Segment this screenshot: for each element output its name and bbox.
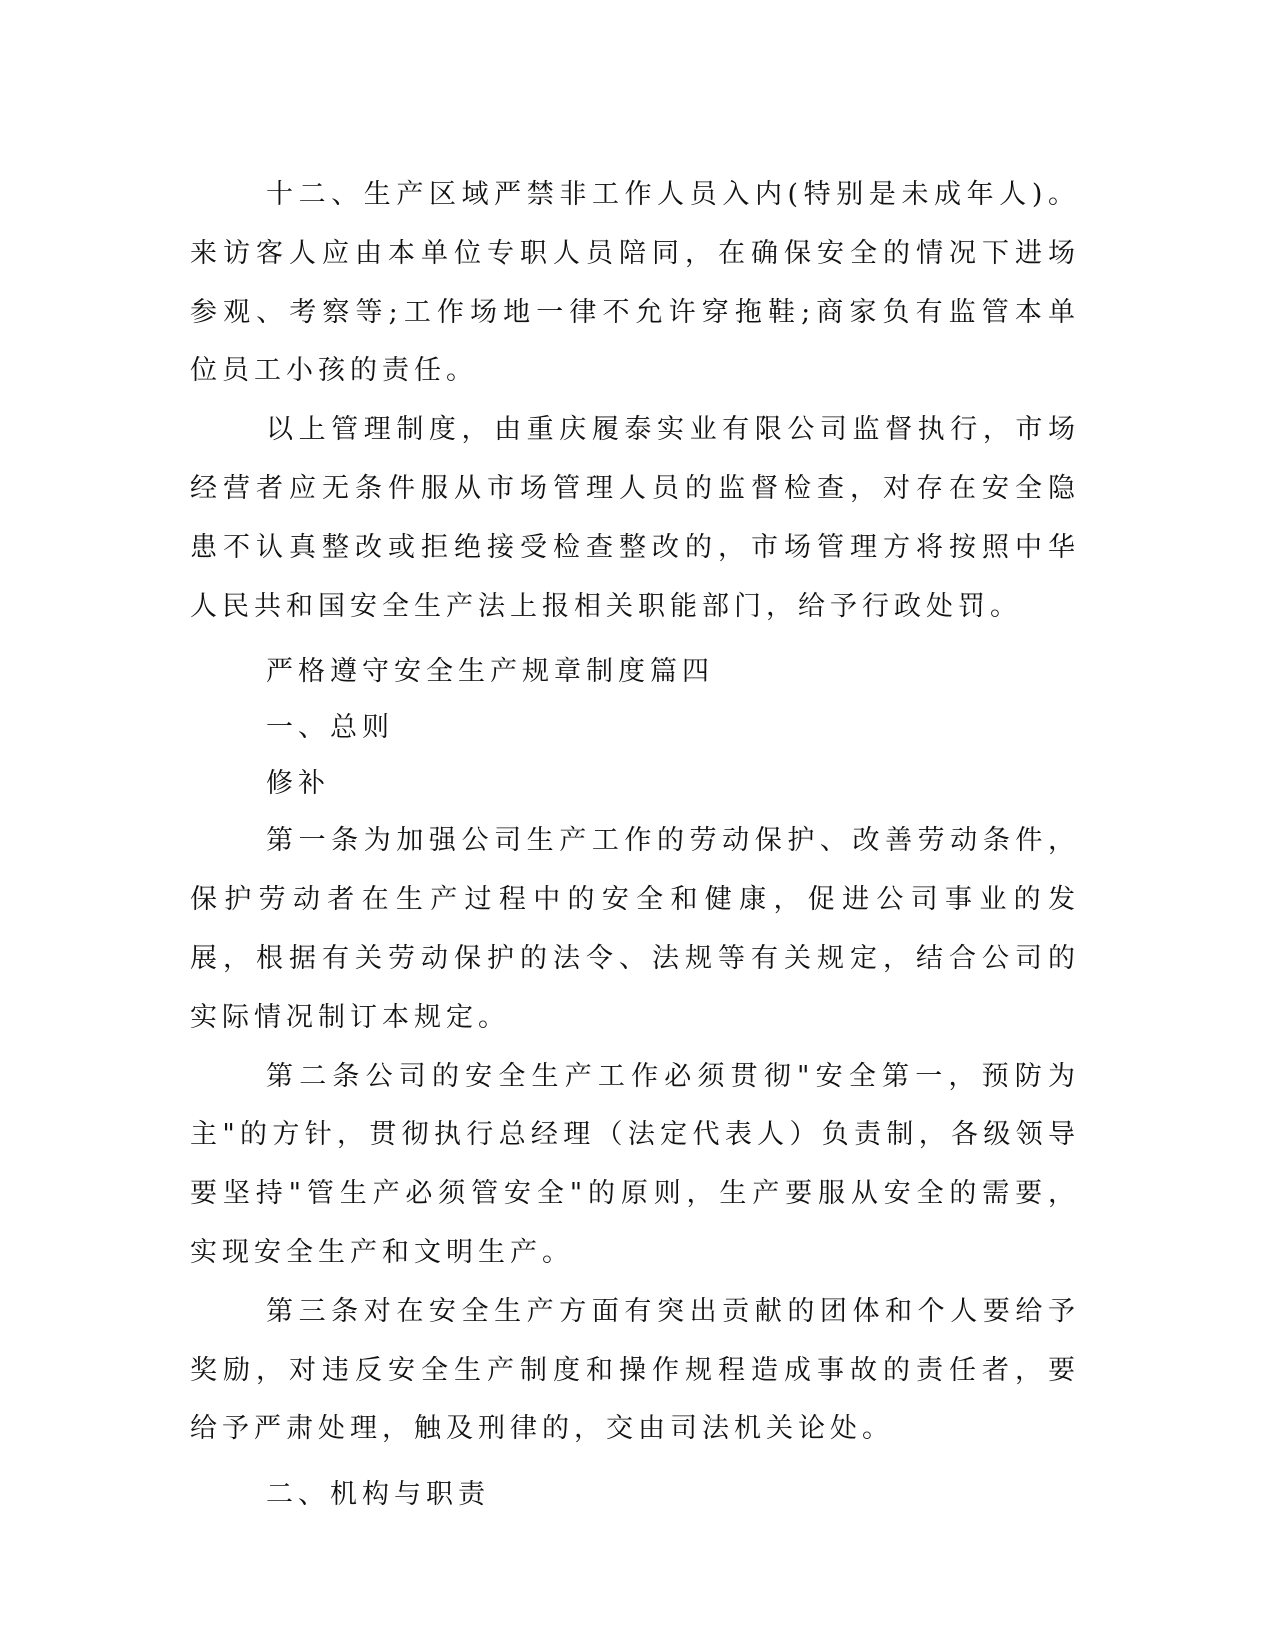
paragraph-supervision: 以上管理制度，由重庆履泰实业有限公司监督执行，市场经营者应无条件服从市场管理人员的监督检查，对存在安全隐患不认真整改或拒绝接受检查整改的，市场管理方将按照中华人民共和国安全生产法上报相关职能部门，给予行政处罚。	[190, 414, 1080, 622]
revision-note: 修补	[266, 768, 330, 800]
chapter-heading-organization: 二、机构与职责	[266, 1479, 490, 1511]
paragraph-item-twelve: 十二、生产区域严禁非工作人员入内(特别是未成年人)。来访客人应由本单位专职人员陪同，在确保安全的情况下进场参观、考察等;工作场地一律不允许穿拖鞋;商家负有监管本单位员工小孩的责任。	[190, 179, 1080, 387]
document-body	[190, 166, 1080, 1523]
article-one: 第一条为加强公司生产工作的劳动保护、改善劳动条件，保护劳动者在生产过程中的安全和健康，促进公司事业的发展，根据有关劳动保护的法令、法规等有关规定，结合公司的实际情况制订本规定。	[190, 825, 1080, 1033]
article-two: 第二条公司的安全生产工作必须贯彻"安全第一，预防为主"的方针，贯彻执行总经理（法定代表人）负责制，各级领导要坚持"管生产必须管安全"的原则，生产要服从安全的需要，实现安全生产和文明生产。	[190, 1060, 1080, 1268]
chapter-heading-general: 一、总则	[266, 712, 394, 744]
section-title: 严格遵守安全生产规章制度篇四	[266, 656, 714, 688]
article-three: 第三条对在安全生产方面有突出贡献的团体和个人要给予奖励，对违反安全生产制度和操作规程造成事故的责任者，要给予严肃处理，触及刑律的，交由司法机关论处。	[190, 1295, 1080, 1445]
